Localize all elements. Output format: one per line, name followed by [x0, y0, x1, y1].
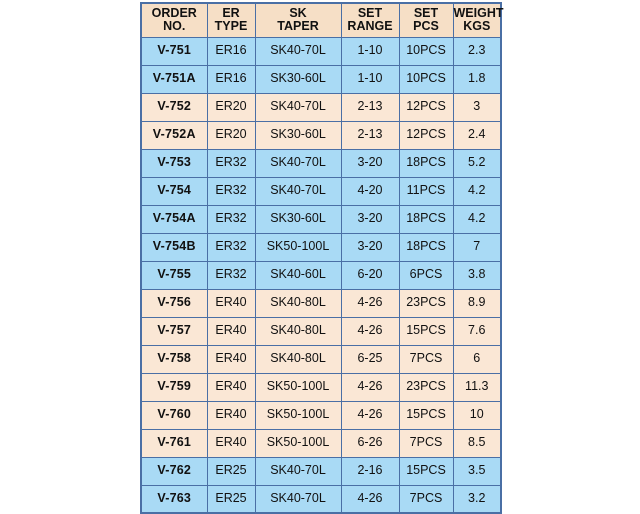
cell-sk-taper: SK40-70L [255, 485, 341, 513]
cell-er-type: ER40 [207, 401, 255, 429]
table-row [141, 317, 501, 345]
column-header-line1: SK [289, 5, 307, 20]
column-header-sk-taper [255, 3, 341, 37]
cell-weight-kgs: 3.5 [453, 457, 501, 485]
column-header-line2: TAPER [277, 19, 319, 34]
cell-set-pcs: 18PCS [399, 205, 453, 233]
cell-er-type: ER25 [207, 457, 255, 485]
cell-er-type: ER20 [207, 93, 255, 121]
column-header-line1: SET [357, 5, 383, 20]
product-spec-table [140, 2, 502, 514]
column-header-line1: ORDER [151, 5, 197, 20]
cell-er-type: ER20 [207, 121, 255, 149]
cell-order-no: V-755 [141, 261, 207, 289]
cell-order-no: V-759 [141, 373, 207, 401]
cell-set-pcs: 7PCS [399, 429, 453, 457]
cell-weight-kgs: 7.6 [453, 317, 501, 345]
column-header-set-pcs [399, 3, 453, 37]
cell-sk-taper: SK50-100L [255, 233, 341, 261]
cell-set-range: 6-20 [341, 261, 399, 289]
cell-weight-kgs: 5.2 [453, 149, 501, 177]
column-header-line2: RANGE [347, 19, 393, 34]
cell-order-no: V-761 [141, 429, 207, 457]
cell-set-pcs: 15PCS [399, 401, 453, 429]
cell-set-pcs: 7PCS [399, 345, 453, 373]
cell-weight-kgs: 4.2 [453, 205, 501, 233]
column-header-line2: TYPE [214, 19, 248, 34]
table-row [141, 37, 501, 65]
cell-er-type: ER32 [207, 177, 255, 205]
cell-er-type: ER40 [207, 289, 255, 317]
cell-order-no: V-751A [141, 65, 207, 93]
table-row [141, 401, 501, 429]
cell-set-range: 4-26 [341, 317, 399, 345]
table-row [141, 149, 501, 177]
cell-weight-kgs: 8.9 [453, 289, 501, 317]
table-row [141, 205, 501, 233]
column-header-line2: KGS [463, 19, 491, 34]
cell-sk-taper: SK50-100L [255, 429, 341, 457]
column-header-set-range [341, 3, 399, 37]
cell-sk-taper: SK50-100L [255, 373, 341, 401]
cell-er-type: ER16 [207, 65, 255, 93]
table-row [141, 65, 501, 93]
cell-sk-taper: SK30-60L [255, 65, 341, 93]
table-body [141, 37, 501, 513]
column-header-line1: SET [413, 5, 439, 20]
cell-set-pcs: 7PCS [399, 485, 453, 513]
cell-set-pcs: 6PCS [399, 261, 453, 289]
cell-sk-taper: SK50-100L [255, 401, 341, 429]
cell-order-no: V-754A [141, 205, 207, 233]
cell-er-type: ER25 [207, 485, 255, 513]
cell-sk-taper: SK40-80L [255, 345, 341, 373]
cell-set-range: 6-26 [341, 429, 399, 457]
table-header [141, 3, 504, 37]
table-row [141, 345, 501, 373]
cell-set-pcs: 12PCS [399, 93, 453, 121]
cell-order-no: V-757 [141, 317, 207, 345]
cell-sk-taper: SK30-60L [255, 121, 341, 149]
cell-order-no: V-751 [141, 37, 207, 65]
cell-weight-kgs: 4.2 [453, 177, 501, 205]
cell-set-range: 4-20 [341, 177, 399, 205]
cell-weight-kgs: 3.2 [453, 485, 501, 513]
column-header-weight-kgs [453, 3, 504, 37]
column-header-line1: ER [222, 5, 240, 20]
cell-set-range: 3-20 [341, 233, 399, 261]
cell-weight-kgs: 6 [453, 345, 501, 373]
cell-weight-kgs: 7 [453, 233, 501, 261]
cell-weight-kgs: 2.3 [453, 37, 501, 65]
cell-set-pcs: 23PCS [399, 289, 453, 317]
column-header-order-no [141, 3, 207, 37]
cell-order-no: V-754 [141, 177, 207, 205]
cell-set-pcs: 18PCS [399, 233, 453, 261]
cell-set-pcs: 12PCS [399, 121, 453, 149]
cell-set-range: 3-20 [341, 149, 399, 177]
cell-er-type: ER32 [207, 205, 255, 233]
cell-er-type: ER40 [207, 317, 255, 345]
column-header-er-type [207, 3, 255, 37]
cell-set-pcs: 11PCS [399, 177, 453, 205]
cell-order-no: V-758 [141, 345, 207, 373]
cell-sk-taper: SK40-70L [255, 177, 341, 205]
cell-sk-taper: SK40-80L [255, 317, 341, 345]
cell-set-pcs: 23PCS [399, 373, 453, 401]
table-row [141, 93, 501, 121]
table-row [141, 457, 501, 485]
table-header-row [141, 3, 501, 37]
cell-er-type: ER40 [207, 373, 255, 401]
cell-set-range: 4-26 [341, 289, 399, 317]
cell-er-type: ER32 [207, 233, 255, 261]
column-header-line2: PCS [413, 19, 439, 34]
cell-sk-taper: SK40-60L [255, 261, 341, 289]
cell-order-no: V-756 [141, 289, 207, 317]
cell-weight-kgs: 1.8 [453, 65, 501, 93]
table-row [141, 289, 501, 317]
cell-weight-kgs: 10 [453, 401, 501, 429]
cell-set-pcs: 10PCS [399, 65, 453, 93]
cell-order-no: V-752 [141, 93, 207, 121]
cell-weight-kgs: 2.4 [453, 121, 501, 149]
cell-sk-taper: SK40-70L [255, 37, 341, 65]
column-header-line2: NO. [163, 19, 186, 34]
cell-sk-taper: SK40-80L [255, 289, 341, 317]
table-row [141, 177, 501, 205]
cell-order-no: V-763 [141, 485, 207, 513]
cell-sk-taper: SK40-70L [255, 457, 341, 485]
cell-set-range: 4-26 [341, 485, 399, 513]
cell-er-type: ER40 [207, 429, 255, 457]
cell-set-pcs: 10PCS [399, 37, 453, 65]
table-row [141, 121, 501, 149]
cell-er-type: ER32 [207, 261, 255, 289]
cell-set-pcs: 15PCS [399, 317, 453, 345]
cell-order-no: V-760 [141, 401, 207, 429]
spec-table-container [140, 2, 504, 506]
cell-sk-taper: SK40-70L [255, 93, 341, 121]
cell-er-type: ER40 [207, 345, 255, 373]
cell-order-no: V-752A [141, 121, 207, 149]
cell-weight-kgs: 3 [453, 93, 501, 121]
table-row [141, 485, 501, 513]
cell-order-no: V-753 [141, 149, 207, 177]
cell-set-range: 2-16 [341, 457, 399, 485]
cell-er-type: ER16 [207, 37, 255, 65]
cell-set-range: 1-10 [341, 37, 399, 65]
cell-order-no: V-762 [141, 457, 207, 485]
cell-set-range: 2-13 [341, 93, 399, 121]
cell-set-pcs: 15PCS [399, 457, 453, 485]
cell-weight-kgs: 8.5 [453, 429, 501, 457]
cell-set-range: 3-20 [341, 205, 399, 233]
cell-set-range: 2-13 [341, 121, 399, 149]
table-row [141, 261, 501, 289]
cell-sk-taper: SK40-70L [255, 149, 341, 177]
cell-set-range: 4-26 [341, 401, 399, 429]
cell-set-range: 6-25 [341, 345, 399, 373]
cell-weight-kgs: 11.3 [453, 373, 501, 401]
cell-order-no: V-754B [141, 233, 207, 261]
table-row [141, 233, 501, 261]
cell-weight-kgs: 3.8 [453, 261, 501, 289]
cell-set-pcs: 18PCS [399, 149, 453, 177]
cell-set-range: 4-26 [341, 373, 399, 401]
cell-sk-taper: SK30-60L [255, 205, 341, 233]
table-row [141, 373, 501, 401]
table-row [141, 429, 501, 457]
cell-set-range: 1-10 [341, 65, 399, 93]
column-header-line1: WEIGHT [453, 5, 504, 20]
cell-er-type: ER32 [207, 149, 255, 177]
